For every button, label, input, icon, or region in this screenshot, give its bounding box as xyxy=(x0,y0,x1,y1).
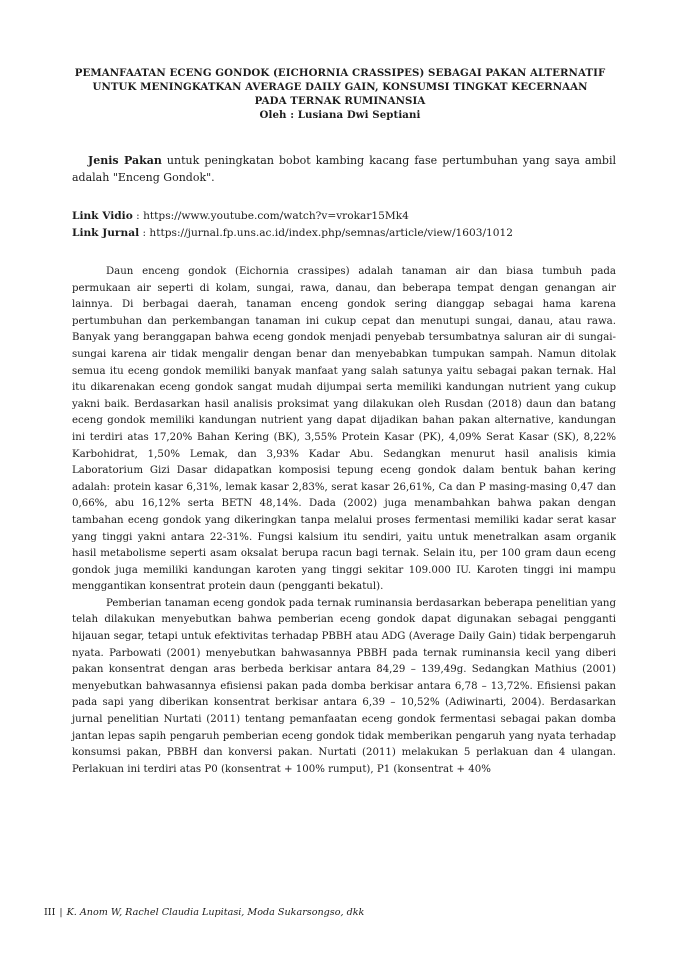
jenis-pakan-paragraph xyxy=(72,152,616,186)
title-line-1: PEMANFAATAN ECENG GONDOK (EICHORNIA CRASSIPES) SEBAGAI PAKAN ALTERNATIF xyxy=(74,67,606,79)
video-link-row xyxy=(72,208,616,225)
footer-authors: K. Anom W, Rachel Claudia Lupitasi, Moda Sukarsongso, dkk xyxy=(66,907,365,918)
page-footer xyxy=(44,906,604,919)
body-paragraph-2: Pemberian tanaman eceng gondok pada ternak ruminansia berdasarkan beberapa penelitian yang telah dilakukan menyebutkan bahwa pemberian eceng gondok dapat digunakan sebagai pengganti hijauan segar, tetapi untuk efektivitas terhadap PBBH atau ADG (Average Daily Gain) tidak berpengaruh nyata. Parbowati (2001) menyebutkan bahwasannya PBBH pada ternak ruminansia kecil yang diberi pakan konsentrat dengan aras berbeda berkisar antara 84,29 – 139,49g. Sedangkan Mathius (2001) menyebutkan bahwasannya efisiensi pakan pada domba berkisar antara 6,78 – 13,72%. Efisiensi pakan pada sapi yang diberikan konsentrat berkisar antara 6,39 – 10,52% (Adiwinarti, 2004). Berdasarkan jurnal penelitian Nurtati (2011) tentang pemanfaatan eceng gondok fermentasi sebagai pakan domba jantan lepas sapih pengaruh pemberian eceng gondok tidak memberikan pengaruh yang nyata terhadap konsumsi pakan, PBBH dan konversi pakan. Nurtati (2011) melakukan 5 perlakuan dan 4 ulangan. Perlakuan ini terdiri atas P0 (konsentrat + 100% rumput), P1 (konsentrat + 40% xyxy=(72,597,616,775)
title-line-3: PADA TERNAK RUMINANSIA xyxy=(254,95,426,107)
document-title xyxy=(60,66,620,122)
author-line: Oleh : Lusiana Dwi Septiani xyxy=(259,109,421,121)
video-link-value[interactable]: : https://www.youtube.com/watch?v=vrokar15Mk4 xyxy=(132,210,409,222)
jurnal-link-row xyxy=(72,225,616,242)
jurnal-link-value[interactable]: : https://jurnal.fp.uns.ac.id/index.php/semnas/article/view/1603/1012 xyxy=(139,227,514,239)
body-paragraph-1: Daun enceng gondok (Eichornia crassipes) adalah tanaman air dan biasa tumbuh pada permukaan air seperti di kolam, sungai, rawa, danau, dan beberapa tempat dengan genangan air lainnya. Di berbagai daerah, tanaman enceng gondok sering dianggap sebagai hama karena pertumbuhan dan perkembangan tanaman ini cukup cepat dan menutupi sungai, danau, atau rawa. Banyak yang beranggapan bahwa eceng gondok menjadi penyebab tersumbatnya saluran air di sungai-sungai karena air tidak mengalir dengan benar dan menyebabkan tumpukan sampah. Namun ditolak semua itu eceng gondok memiliki banyak manfaat yang salah satunya yaitu sebagai pakan ternak. Hal itu dikarenakan eceng gondok sangat mudah dijumpai serta memiliki kandungan nutrient yang cukup yakni baik. Berdasarkan hasil analisis proksimat yang dilakukan oleh Rusdan (2018) daun dan batang eceng gondok memiliki kandungan nutrient yang dapat dijadikan bahan pakan alternative, kandungan ini terdiri atas 17,20% Bahan Kering (BK), 3,55% Protein Kasar (PK), 4,09% Serat Kasar (SK), 8,22% Karbohidrat, 1,50% Lemak, dan 3,93% Kadar Abu. Sedangkan menurut hasil analisis kimia Laboratorium Gizi Dasar didapatkan komposisi tepung eceng gondok dalam bentuk bahan kering adalah: protein kasar 6,31%, lemak kasar 2,83%, serat kasar 26,61%, Ca dan P masing-masing 0,47 dan 0,66%, abu 16,12% serta BETN 48,14%. Dada (2002) juga menambahkan bahwa pakan dengan tambahan eceng gondok yang dikeringkan tanpa melalui proses fermentasi memiliki kadar serat kasar yang tinggi yakni antara 22-31%. Fungsi kalsium itu sendiri, yaitu untuk menetralkan asam organik hasil metabolisme seperti asam oksalat berupa racun bagi ternak. Selain itu, per 100 gram daun eceng gondok juga memiliki kandungan karoten yang tinggi sekitar 109.000 IU. Karoten tinggi ini mampu menggantikan konsentrat protein daun (pengganti bekatul). xyxy=(72,266,616,593)
footer-separator: | xyxy=(59,907,63,918)
jurnal-link-label: Link Jurnal xyxy=(72,227,140,239)
video-link-label: Link Vidio xyxy=(72,210,133,222)
links-section xyxy=(72,208,616,242)
jenis-pakan-label: Jenis Pakan xyxy=(88,154,162,167)
jenis-pakan-text: untuk peningkatan bobot kambing kacang fase pertumbuhan yang saya ambil adalah "Enceng Gondok". xyxy=(72,154,616,184)
title-line-2: UNTUK MENINGKATKAN AVERAGE DAILY GAIN, KONSUMSI TINGKAT KECERNAAN xyxy=(92,81,588,93)
body-text xyxy=(72,264,616,778)
page-number: III xyxy=(44,907,56,918)
